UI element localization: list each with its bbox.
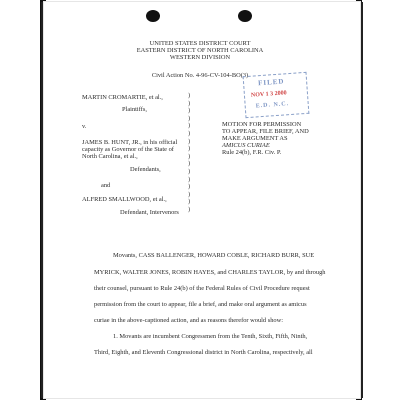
body-line-3: their counsel, pursuant to Rule 24(b) of the Federal Rules of Civil Procedure request — [94, 285, 310, 292]
plaintiffs-label: Plaintiffs, — [122, 106, 147, 113]
defendant-line2: capacity as Governor of the State of — [82, 146, 174, 153]
body-line-4: permission from the court to appear, file a brief, and make oral argument as amicus — [94, 301, 307, 308]
court-name-line1: UNITED STATES DISTRICT COURT — [149, 40, 251, 47]
motion-title-line2: TO APPEAR, FILE BRIEF, AND — [222, 128, 309, 135]
motion-title-line3: MAKE ARGUMENT AS — [222, 135, 288, 142]
intervenor-name: ALFRED SMALLWOOD, et al., — [82, 196, 167, 203]
intervenor-label: Defendant, Intervenors — [120, 209, 179, 216]
defendant-line1: JAMES B. HUNT, JR., in his official — [82, 139, 178, 146]
court-name-line2: EASTERN DISTRICT OF NORTH CAROLINA — [136, 47, 264, 54]
motion-title-line4: AMICUS CURIAE — [222, 142, 270, 149]
case-number: Civil Action No. 4-96-CV-104-BO(3) — [151, 72, 249, 79]
motion-title-line1: MOTION FOR PERMISSION — [222, 121, 302, 128]
plaintiff-name: MARTIN CROMARTIE, et al., — [82, 94, 163, 101]
filed-stamp — [243, 72, 310, 118]
punch-hole-left — [146, 10, 160, 22]
motion-title-line5: Rule 24(b), F.R. Civ. P. — [222, 149, 282, 156]
defendant-line3: North Carolina, et al., — [82, 153, 138, 160]
caption-bracket: ) ) ) ) ) ) ) ) ) ) ) ) ) ) ) ) — [188, 92, 191, 213]
versus-label: v. — [82, 123, 87, 130]
body-line-7: Third, Eighth, and Eleventh Congressional district in North Carolina, respectively, all — [94, 349, 313, 356]
stamp-bottom-text: E.D. N.C. — [255, 101, 290, 110]
punch-hole-right — [238, 10, 252, 22]
body-line-5: curiae in the above-captioned action, and as reasons therefor would show: — [94, 317, 283, 324]
defendants-label: Defendants, — [130, 166, 161, 173]
body-line-2: MYRICK, WALTER JONES, ROBIN HAYES, and CHARLES TAYLOR, by and through — [94, 269, 326, 276]
stamp-top-text: FILED — [257, 77, 285, 88]
and-label: and — [101, 182, 111, 189]
body-line-6: 1. Movants are incumbent Congressmen from the Tenth, Sixth, Fifth, Ninth, — [113, 333, 308, 340]
court-name-line3: WESTERN DIVISION — [169, 54, 231, 61]
stamp-date-text: NOV 1 3 2000 — [250, 90, 287, 99]
body-line-1: Movants, CASS BALLENGER, HOWARD COBLE, RICHARD BURR, SUE — [113, 252, 315, 259]
